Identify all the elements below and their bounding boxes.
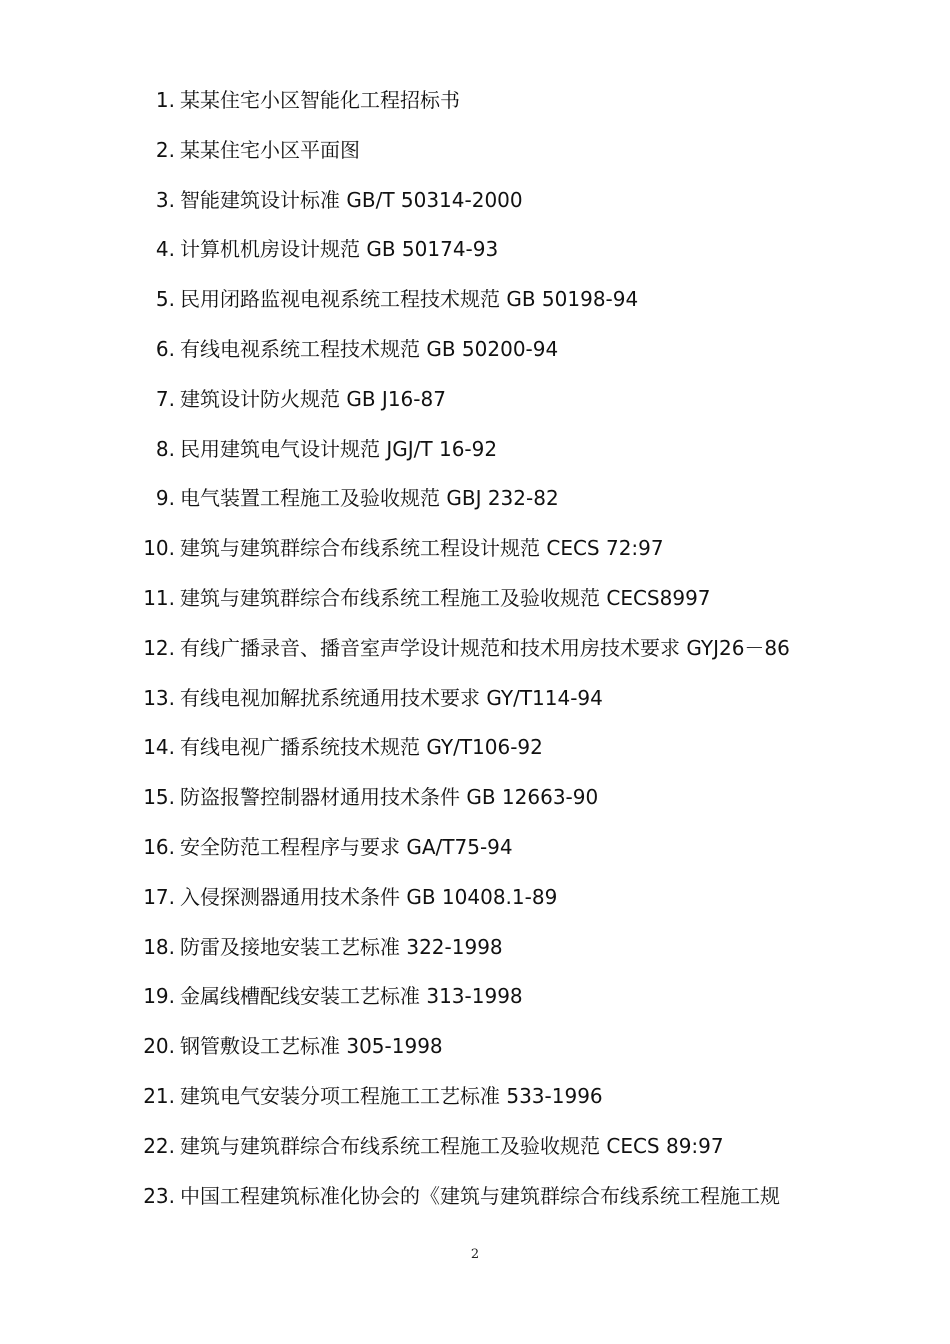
reference-item: [0, 674, 950, 724]
reference-text: 民用建筑电气设计规范 JGJ/T 16-92: [180, 436, 498, 461]
reference-item: [0, 1022, 950, 1072]
reference-number: 17.: [143, 884, 175, 909]
reference-number: 5.: [155, 287, 175, 312]
reference-text: 电气装置工程施工及验收规范 GBJ 232-82: [180, 486, 559, 511]
reference-number: 22.: [143, 1133, 175, 1158]
reference-item: [0, 126, 950, 176]
reference-number: 2.: [155, 137, 175, 162]
reference-number: 19.: [143, 984, 175, 1009]
reference-item: [0, 873, 950, 923]
reference-item: [0, 1122, 950, 1172]
reference-number: 6.: [155, 336, 175, 361]
reference-item: [0, 425, 950, 475]
reference-item: [0, 176, 950, 226]
reference-text: 有线电视系统工程技术规范 GB 50200-94: [180, 336, 559, 361]
page-number: 2: [470, 1247, 480, 1262]
reference-text: 计算机机房设计规范 GB 50174-93: [180, 237, 499, 262]
reference-number: 23.: [143, 1183, 175, 1208]
reference-item: [0, 225, 950, 275]
reference-item: [0, 624, 950, 674]
reference-item: [0, 972, 950, 1022]
reference-text: 安全防范工程程序与要求 GA/T75-94: [180, 834, 513, 859]
reference-item: [0, 76, 950, 126]
reference-item: [0, 375, 950, 425]
reference-text: 有线电视加解扰系统通用技术要求 GY/T114-94: [180, 685, 603, 710]
reference-text: 钢管敷设工艺标准 305-1998: [180, 1034, 443, 1059]
reference-text: 民用闭路监视电视系统工程技术规范 GB 50198-94: [180, 287, 639, 312]
reference-text: 建筑与建筑群综合布线系统工程设计规范 CECS 72:97: [180, 536, 664, 561]
reference-item: [0, 325, 950, 375]
reference-item: [0, 474, 950, 524]
reference-text: 建筑与建筑群综合布线系统工程施工及验收规范 CECS 89:97: [180, 1133, 724, 1158]
reference-number: 4.: [155, 237, 175, 262]
reference-number: 15.: [143, 785, 175, 810]
reference-item: [0, 923, 950, 973]
reference-text: 建筑与建筑群综合布线系统工程施工及验收规范 CECS8997: [180, 585, 711, 610]
reference-item: [0, 524, 950, 574]
reference-text: 建筑设计防火规范 GB J16-87: [180, 386, 446, 411]
reference-item: [0, 1072, 950, 1122]
reference-number: 11.: [143, 585, 175, 610]
reference-number: 3.: [155, 187, 175, 212]
reference-number: 12.: [143, 635, 175, 660]
reference-text: 中国工程建筑标准化协会的《建筑与建筑群综合布线系统工程施工规: [180, 1183, 780, 1208]
reference-number: 1.: [155, 88, 175, 112]
reference-number: 20.: [143, 1034, 175, 1059]
reference-number: 18.: [143, 934, 175, 959]
reference-text: 某某住宅小区智能化工程招标书: [180, 88, 460, 112]
reference-item: [0, 574, 950, 624]
reference-text: 入侵探测器通用技术条件 GB 10408.1-89: [180, 884, 558, 909]
reference-number: 9.: [155, 486, 175, 511]
reference-text: 金属线槽配线安装工艺标准 313-1998: [180, 984, 523, 1009]
reference-list: [0, 76, 950, 1221]
reference-number: 10.: [143, 536, 175, 561]
reference-number: 13.: [143, 685, 175, 710]
reference-item: [0, 823, 950, 873]
reference-text: 某某住宅小区平面图: [180, 137, 360, 162]
reference-number: 7.: [155, 386, 175, 411]
reference-text: 有线电视广播系统技术规范 GY/T106-92: [180, 735, 543, 760]
reference-text: 有线广播录音、播音室声学设计规范和技术用房技术要求 GYJ26－86: [180, 635, 790, 660]
reference-text: 防雷及接地安装工艺标准 322-1998: [180, 934, 503, 959]
reference-item: [0, 723, 950, 773]
reference-number: 21.: [143, 1083, 175, 1108]
reference-item: [0, 275, 950, 325]
reference-text: 智能建筑设计标准 GB/T 50314-2000: [180, 187, 523, 212]
reference-text: 建筑电气安装分项工程施工工艺标准 533-1996: [180, 1083, 603, 1108]
reference-text: 防盗报警控制器材通用技术条件 GB 12663-90: [180, 785, 599, 810]
reference-number: 8.: [155, 436, 175, 461]
reference-item: [0, 773, 950, 823]
reference-number: 14.: [143, 735, 175, 760]
reference-item: [0, 1172, 950, 1222]
reference-number: 16.: [143, 834, 175, 859]
